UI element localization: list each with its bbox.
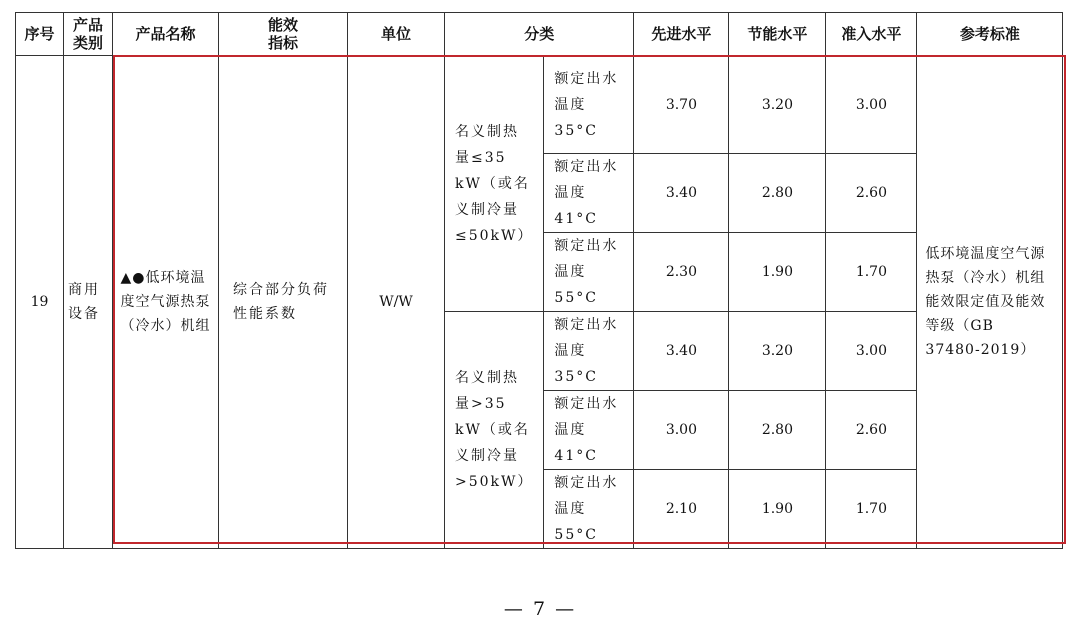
cell-energy-saving: 3.20: [729, 56, 826, 154]
cell-energy-saving: 2.80: [729, 391, 826, 470]
cell-access: 2.60: [826, 154, 917, 233]
condition-large-text: 名义制热量>35 kW（或名义制冷量>50kW）: [455, 370, 534, 490]
standard-text: 低环境温度空气源热泵（冷水）机组能效限定值及能效等级（GB 37480-2019）: [925, 246, 1046, 358]
header-category-line1: 产品: [72, 16, 103, 34]
header-advanced: 先进水平: [634, 13, 729, 56]
cell-energy-saving: 1.90: [729, 470, 826, 549]
cell-condition-large: [445, 312, 544, 549]
table-row: [16, 56, 1063, 154]
cell-indicator: [219, 56, 348, 549]
cell-access: 1.70: [826, 470, 917, 549]
header-category-line2: 类别: [72, 34, 103, 52]
header-product: 产品名称: [113, 13, 219, 56]
cell-condition-small: [445, 56, 544, 312]
cell-seq: 19: [16, 56, 64, 549]
cell-advanced: 3.40: [634, 312, 729, 391]
header-standard: 参考标准: [917, 13, 1063, 56]
cell-advanced: 2.30: [634, 233, 729, 312]
temp-text: 额定出水温度 55°C: [554, 475, 619, 543]
cell-temp: [544, 154, 634, 233]
header-indicator: [219, 13, 348, 56]
energy-efficiency-table: [15, 12, 1063, 549]
temp-text: 额定出水温度 55°C: [554, 238, 619, 306]
temp-text: 额定出水温度 41°C: [554, 159, 619, 227]
cell-access: 3.00: [826, 312, 917, 391]
header-indicator-line1: 能效: [267, 16, 298, 34]
cell-energy-saving: 2.80: [729, 154, 826, 233]
cell-temp: [544, 233, 634, 312]
cell-temp: [544, 470, 634, 549]
condition-small-text: 名义制热量≤35 kW（或名义制冷量≤50kW）: [455, 123, 534, 244]
indicator-text: 综合部分负荷性能系数: [233, 282, 329, 322]
header-classification: 分类: [445, 13, 634, 56]
cell-unit: W/W: [348, 56, 445, 549]
header-seq: 序号: [16, 13, 64, 56]
cell-access: 1.70: [826, 233, 917, 312]
cell-energy-saving: 3.20: [729, 312, 826, 391]
temp-text: 额定出水温度 35°C: [554, 70, 619, 139]
cell-standard: [917, 56, 1063, 549]
header-access: 准入水平: [826, 13, 917, 56]
cell-product: [113, 56, 219, 549]
cell-advanced: 3.40: [634, 154, 729, 233]
category-text: 商用设备: [68, 282, 100, 322]
cell-category: [64, 56, 113, 549]
cell-energy-saving: 1.90: [729, 233, 826, 312]
cell-access: 2.60: [826, 391, 917, 470]
temp-text: 额定出水温度 41°C: [554, 396, 619, 464]
header-energy-saving: 节能水平: [729, 13, 826, 56]
header-row: [16, 13, 1063, 56]
cell-advanced: 3.00: [634, 391, 729, 470]
header-indicator-line2: 指标: [267, 34, 298, 52]
cell-temp: [544, 391, 634, 470]
cell-access: 3.00: [826, 56, 917, 154]
header-category: [64, 13, 113, 56]
temp-text: 额定出水温度 35°C: [554, 317, 619, 385]
cell-advanced: 2.10: [634, 470, 729, 549]
cell-advanced: 3.70: [634, 56, 729, 154]
cell-temp: [544, 56, 634, 154]
cell-temp: [544, 312, 634, 391]
page-number: — 7 —: [503, 598, 577, 620]
product-name-text: ▲●低环境温度空气源热泵（冷水）机组: [120, 270, 211, 334]
header-unit: 单位: [348, 13, 445, 56]
